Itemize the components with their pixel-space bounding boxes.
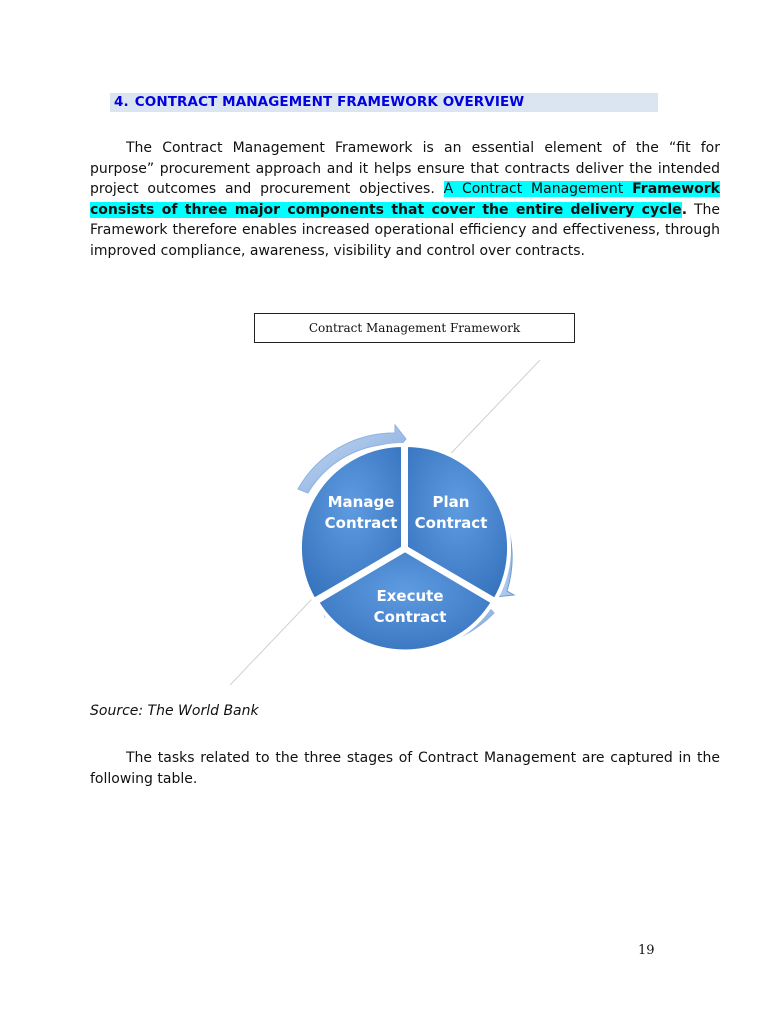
execute-label-line1: Execute xyxy=(376,587,444,605)
figure-title: Contract Management Framework xyxy=(254,313,575,343)
tasks-paragraph: The tasks related to the three stages of Contract Management are captured in the following table. xyxy=(90,750,720,787)
intro-text-2: The Framework therefore enables increased operational efficiency and effectiveness, through improved compliance, awareness, visibility and control over contracts. xyxy=(90,201,720,259)
manage-label-line1: Manage xyxy=(327,493,395,511)
contract-cycle-diagram xyxy=(230,355,560,695)
section-number: 4. xyxy=(114,94,129,110)
section-heading xyxy=(110,93,658,112)
intro-paragraph xyxy=(90,138,720,262)
section-title: CONTRACT MANAGEMENT FRAMEWORK OVERVIEW xyxy=(134,94,525,110)
plan-label-line1: Plan xyxy=(432,493,470,511)
manage-label-line2: Contract xyxy=(324,514,398,532)
highlighted-text: A Contract Management xyxy=(443,181,633,198)
highlighted-bold-text: Framework consists of three major components that cover the entire delivery cycle xyxy=(90,181,720,218)
page-number: 19 xyxy=(638,943,655,958)
intro-text-1: The Contract Management Framework is an essential element of the “fit for purpose” procurement approach and it helps ensure that contracts deliver the intended project outcomes and procurement objectives. xyxy=(90,140,720,198)
figure-source: Source: The World Bank xyxy=(90,703,259,719)
execute-label-line2: Contract xyxy=(373,608,447,626)
bold-period: . xyxy=(681,201,688,218)
plan-label-line2: Contract xyxy=(414,514,488,532)
